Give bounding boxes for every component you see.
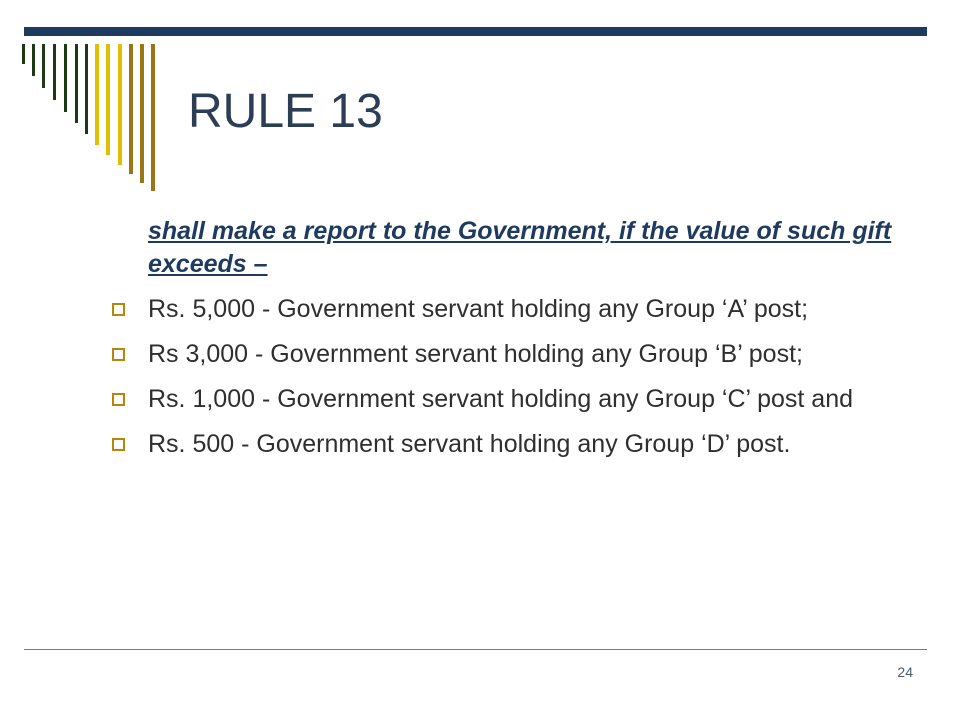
bullet-text: Rs 3,000 - Government servant holding any Group ‘B’ post; (148, 340, 803, 368)
slide-body (108, 215, 908, 473)
bullet-item (108, 293, 908, 326)
square-bullet-icon (112, 393, 125, 406)
page-number: 24 (897, 664, 913, 680)
bar (53, 44, 56, 100)
bottom-rule (24, 649, 927, 650)
decorative-bars (22, 44, 162, 194)
square-bullet-icon (112, 438, 125, 451)
bullet-item (108, 338, 908, 371)
bar (22, 44, 25, 64)
bar (64, 44, 67, 112)
top-rule (24, 27, 927, 36)
bar (106, 44, 110, 155)
bar (140, 44, 144, 183)
bar (85, 44, 88, 134)
bar (32, 44, 35, 76)
square-bullet-icon (112, 348, 125, 361)
bar (129, 44, 133, 174)
slide-title: RULE 13 (188, 85, 383, 138)
bullet-item (108, 383, 908, 416)
bar (151, 44, 155, 191)
bullet-text: Rs. 500 - Government servant holding any Group ‘D’ post. (148, 430, 791, 458)
square-bullet-icon (112, 303, 125, 316)
bar (42, 44, 45, 88)
bar (95, 44, 99, 145)
bar (118, 44, 122, 165)
bar (75, 44, 78, 123)
lead-text: shall make a report to the Government, if the value of such gift exceeds – (148, 217, 892, 278)
bullet-text: Rs. 1,000 - Government servant holding any Group ‘C’ post and (148, 385, 854, 413)
bullet-text: Rs. 5,000 - Government servant holding any Group ‘A’ post; (148, 295, 809, 323)
bullet-item (108, 428, 908, 461)
